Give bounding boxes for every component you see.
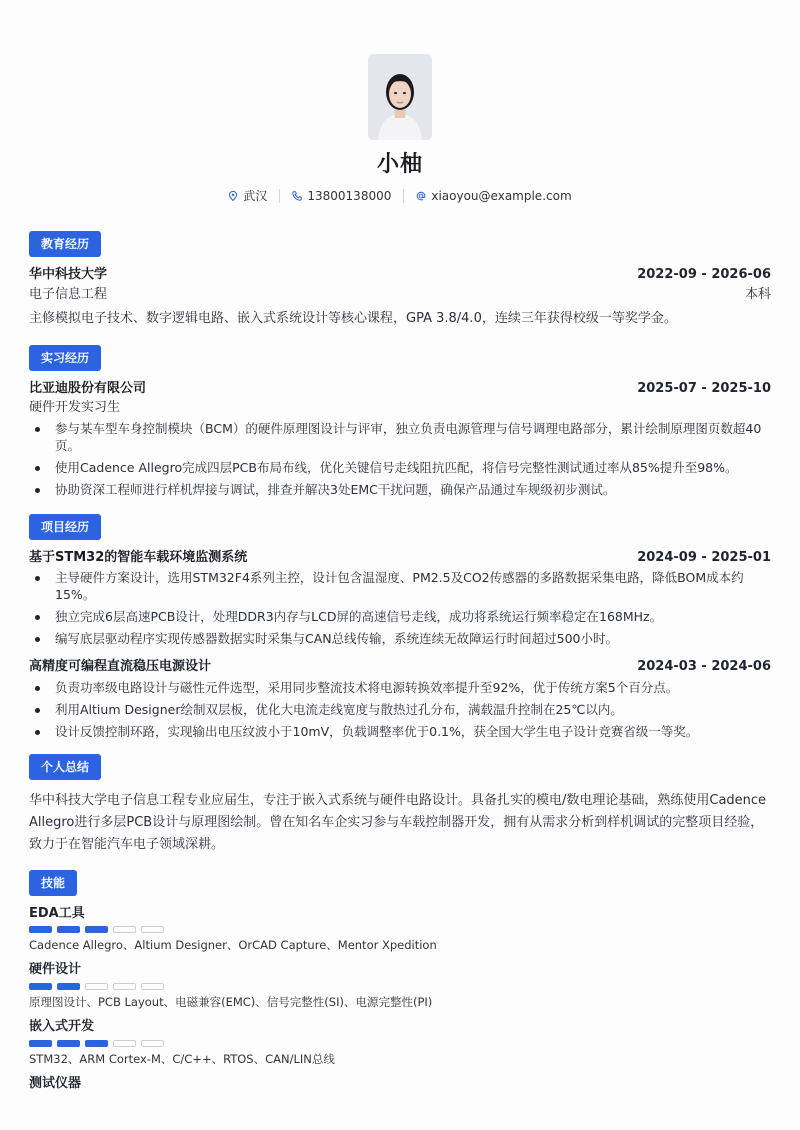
internship-role: 硬件开发实习生	[29, 400, 121, 415]
skill-item	[29, 904, 771, 955]
level-block-filled	[29, 1040, 52, 1047]
internship-header-row	[29, 379, 771, 399]
education-header-row	[29, 265, 771, 285]
project-bullets	[29, 679, 771, 740]
contact-divider	[279, 189, 280, 203]
education-description: 主修模拟电子技术、数字逻辑电路、嵌入式系统设计等核心课程，GPA 3.8/4.0，连续三年获得校级一等奖学金。	[29, 311, 677, 326]
level-block-filled	[29, 983, 52, 990]
school-name: 华中科技大学	[29, 267, 108, 282]
list-item: 协助资深工程师进行样机焊接与调试，排查并解决3处EMC干扰问题，确保产品通过车规级初步测试。	[29, 481, 771, 498]
skill-detail: STM32、ARM Cortex-M、C/C++、RTOS、CAN/LIN总线	[29, 1051, 335, 1066]
section-title-education: 教育经历	[29, 231, 101, 257]
skill-item	[29, 1074, 771, 1094]
project-name: 基于STM32的智能车载环境监测系统	[29, 549, 248, 565]
skill-name: 测试仪器	[29, 1075, 82, 1091]
level-block-empty	[141, 926, 164, 933]
project-header-row	[29, 548, 771, 568]
level-block-empty	[141, 1040, 164, 1047]
level-block-empty	[113, 926, 136, 933]
skills-section	[29, 870, 771, 1094]
list-item: 独立完成6层高速PCB设计，处理DDR3内存与LCD屏的高速信号走线，成功将系统运行频率稳定在168MHz。	[29, 608, 771, 625]
level-block-empty	[85, 983, 108, 990]
contact-city	[228, 187, 267, 205]
project-header-row	[29, 657, 771, 677]
phone-icon	[292, 191, 302, 201]
projects-section	[29, 514, 771, 740]
section-title-projects: 项目经历	[29, 514, 101, 540]
candidate-name: 小柚	[376, 152, 423, 177]
list-item: 参与某车型车身控制模块（BCM）的硬件原理图设计与评审，独立负责电源管理与信号调理电路部分，累计绘制原理图页数超40页。	[29, 420, 771, 454]
level-block-filled	[57, 926, 80, 933]
email-link[interactable]: xiaoyou@example.com	[431, 189, 572, 203]
level-block-filled	[29, 926, 52, 933]
list-item: 负责功率级电路设计与磁性元件选型，采用同步整流技术将电源转换效率提升至92%，优于传统方案5个百分点。	[29, 679, 771, 696]
city-text: 武汉	[243, 189, 268, 203]
project-date: 2024-03 - 2024-06	[637, 659, 771, 674]
company-name: 比亚迪股份有限公司	[29, 380, 147, 396]
skill-level-meter	[29, 926, 771, 933]
major-name: 电子信息工程	[29, 286, 108, 302]
level-block-empty	[113, 983, 136, 990]
level-block-filled	[57, 983, 80, 990]
contact-email[interactable]	[416, 187, 571, 205]
section-title-skills: 技能	[29, 870, 77, 896]
skill-item	[29, 960, 771, 1011]
list-item: 利用Altium Designer绘制双层板，优化大电流走线宽度与散热过孔分布，满载温升控制在25℃以内。	[29, 701, 771, 718]
skill-name: EDA工具	[29, 905, 85, 921]
section-title-internship: 实习经历	[29, 345, 101, 371]
list-item: 主导硬件方案设计，选用STM32F4系列主控，设计包含温湿度、PM2.5及CO2传感器的多路数据采集电路，降低BOM成本约15%。	[29, 569, 771, 603]
skill-level-meter	[29, 983, 771, 990]
section-title-summary: 个人总结	[29, 754, 101, 780]
location-pin-icon	[228, 191, 238, 201]
contact-divider	[403, 189, 404, 203]
degree-level: 本科	[744, 286, 771, 302]
project-bullets	[29, 569, 771, 647]
profile-photo	[368, 54, 432, 140]
education-date: 2022-09 - 2026-06	[637, 267, 771, 282]
at-sign-icon	[416, 191, 426, 201]
level-block-filled	[85, 926, 108, 933]
skill-level-meter	[29, 1040, 771, 1047]
level-block-filled	[57, 1040, 80, 1047]
level-block-filled	[85, 1040, 108, 1047]
skill-detail: Cadence Allegro、Altium Designer、OrCAD Capture、Mentor Xpedition	[29, 938, 437, 952]
skill-item	[29, 1017, 771, 1068]
level-block-empty	[113, 1040, 136, 1047]
internship-bullets	[29, 420, 771, 498]
skill-name: 硬件设计	[29, 962, 82, 978]
level-block-empty	[141, 983, 164, 990]
resume-header	[29, 0, 771, 205]
contact-phone	[292, 187, 391, 205]
skill-name: 嵌入式开发	[29, 1019, 95, 1034]
list-item: 设计反馈控制环路，实现输出电压纹波小于10mV，负载调整率优于0.1%，获全国大学生电子设计竞赛省级一等奖。	[29, 723, 771, 740]
project-date: 2024-09 - 2025-01	[637, 549, 771, 565]
project-name: 高精度可编程直流稳压电源设计	[29, 659, 212, 674]
education-section	[29, 231, 771, 329]
summary-section	[29, 754, 771, 856]
internship-date: 2025-07 - 2025-10	[637, 380, 771, 396]
phone-text: 13800138000	[307, 189, 392, 203]
list-item: 编写底层驱动程序实现传感器数据实时采集与CAN总线传输，系统连续无故障运行时间超过500小时。	[29, 630, 771, 647]
education-sub-row	[29, 285, 771, 305]
skill-detail: 原理图设计、PCB Layout、电磁兼容(EMC)、信号完整性(SI)、电源完整性(PI)	[29, 994, 433, 1009]
contact-bar	[228, 187, 571, 205]
list-item: 使用Cadence Allegro完成四层PCB布局布线，优化关键信号走线阻抗匹配，将信号完整性测试通过率从85%提升至98%。	[29, 459, 771, 476]
skills-list	[29, 904, 771, 1094]
internship-section	[29, 345, 771, 498]
summary-text: 华中科技大学电子信息工程专业应届生，专注于嵌入式系统与硬件电路设计。具备扎实的模电/数电理论基础，熟练使用Cadence Allegro进行多层PCB设计与原理图绘制。曾在知名车企实习参与车载控制器开发，拥有从需求分析到样机调试的完整项目经验，致力于在智能汽车电子领域深耕。	[29, 792, 767, 852]
